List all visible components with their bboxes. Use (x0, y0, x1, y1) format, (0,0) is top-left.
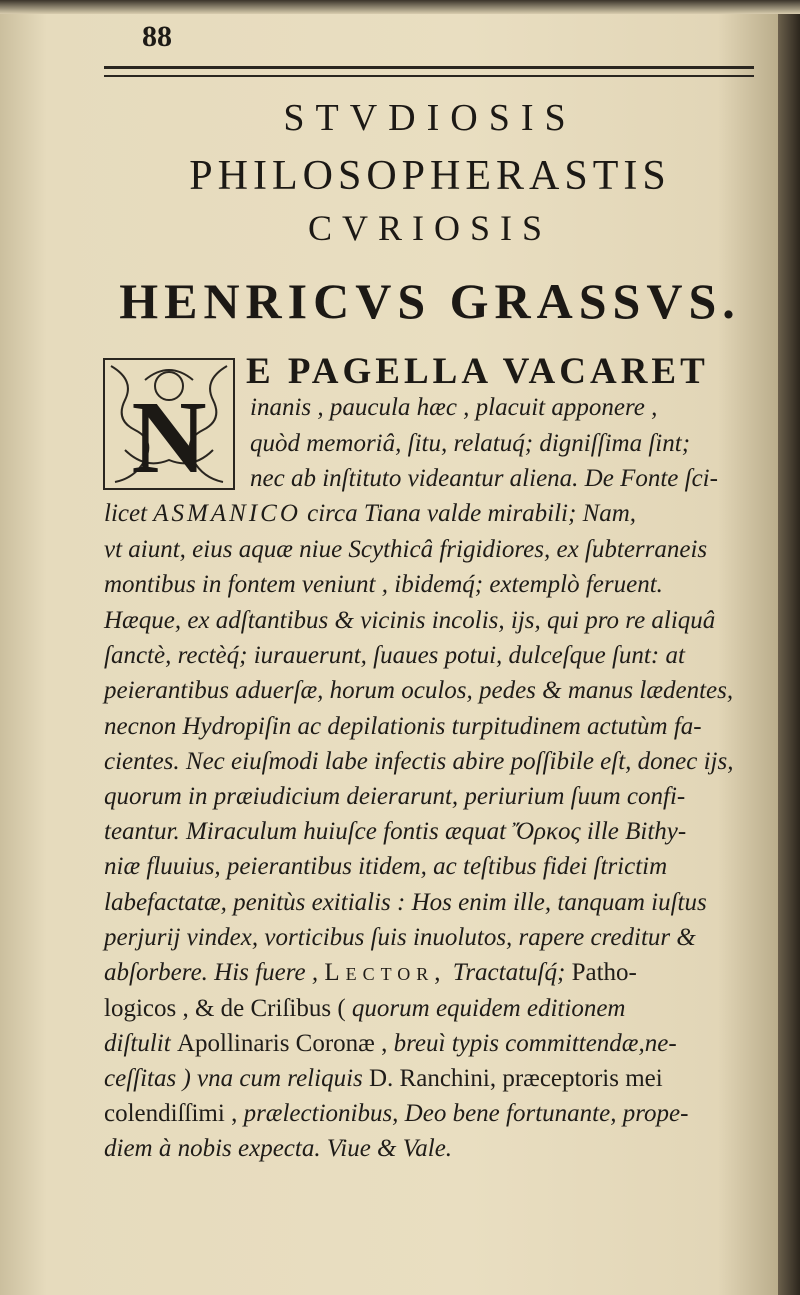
body-line-20-c: breuì typis committendæ,ne- (393, 1030, 677, 1057)
decorated-initial (103, 358, 235, 490)
body-line-11: necnon Hydropiſin ac depilationis turpitudinem actutùm fa- (104, 713, 702, 740)
body-line-18-c: Tractatuſq́; (452, 959, 566, 986)
body-line-21 (104, 1065, 663, 1093)
body-line-19-b: quorum equidem editionem (351, 995, 626, 1022)
body-line-18-d: Patho- (571, 959, 637, 986)
body-line-22 (104, 1100, 688, 1128)
body-line-6: vt aiunt, eius aquæ niue Scythicâ frigidiores, ex ſubterraneis (104, 536, 708, 563)
body-line-20 (104, 1030, 677, 1058)
binding-shadow (778, 0, 800, 1295)
body-line-9: ſanctè, rectèq́; iurauerunt, ſuaues potui, dulceſque ſunt: at (104, 642, 685, 669)
page-number: 88 (142, 20, 172, 53)
body-line-22-a: colendiſſimi , (104, 1100, 238, 1127)
body-line-18-a: abſorbere. His fuere , (104, 959, 319, 986)
body-line-12: cientes. Nec eiuſmodi labe infectis abire poſſibile eſt, donec ijs, (104, 748, 734, 775)
body-line-7: montibus in fontem veniunt , ibidemq́; extemplò feruent. (104, 571, 663, 598)
body-line-17: perjurij vindex, vorticibus ſuis inuolutos, rapere creditur & (104, 924, 696, 951)
body-line-5-c: circa Tiana valde mirabili; Nam, (307, 500, 637, 527)
ornament-icon (105, 360, 233, 488)
body-line-23: diem à nobis expecta. Viue & Vale. (104, 1135, 453, 1162)
body-line-22-b: prælectionibus, Deo bene fortunante, prope- (243, 1100, 689, 1127)
place-name: ASMANICO (153, 500, 301, 527)
body-line-8: Hæque, ex adſtantibus & vicinis incolis, ijs, qui pro re aliquâ (104, 607, 716, 634)
heading-line-2: PHILOSOPHERASTIS (189, 153, 671, 199)
body-line-15: niæ fluuius, peierantibus itidem, ac teſtibus fidei ſtrictim (104, 853, 668, 880)
body-line-3: quòd memoriâ, ſitu, relatuq́; digniſſima ſint; (250, 430, 691, 457)
heading-line-1: STVDIOSIS (283, 97, 577, 139)
body-line-2: inanis , paucula hæc , placuit apponere , (250, 394, 658, 421)
lector-word: Lector, (324, 959, 447, 986)
body-line-5-a: licet (104, 500, 148, 527)
body-line-20-b: Apollinaris Coronæ , (176, 1030, 388, 1057)
body-line-18 (104, 959, 637, 987)
body-line-21-a: ceſſitas ) vna cum reliquis (104, 1065, 363, 1092)
body-first-line: E PAGELLA VACARET (246, 351, 709, 392)
initial-letter: N (131, 380, 207, 488)
page-top-edge (0, 0, 800, 14)
body-line-21-b: D. Ranchini, præceptoris mei (369, 1065, 663, 1092)
body-line-5 (104, 500, 636, 528)
author-name: HENRICVS GRASSVS. (119, 273, 741, 329)
body-line-14: teantur. Miraculum huiuſce fontis æquat Ὄρκος ille Bithy- (104, 818, 687, 845)
body-line-20-a: diſtulit (104, 1030, 171, 1057)
body-line-16: labefactatæ, penitùs exitialis : Hos enim ille, tanquam iuſtus (104, 889, 707, 916)
header-rule (104, 66, 754, 77)
body-line-19 (104, 995, 625, 1023)
body-line-4: nec ab inſtituto videantur aliena. De Fonte ſci- (250, 465, 718, 492)
body-line-10: peierantibus aduerſæ, horum oculos, pedes & manus lædentes, (104, 677, 734, 704)
heading-line-3: CVRIOSIS (307, 208, 553, 248)
body-line-13: quorum in præiudicium deierarunt, periurium ſuum confi- (104, 783, 686, 810)
body-line-19-a: logicos , & de Criſibus ( (104, 995, 346, 1022)
